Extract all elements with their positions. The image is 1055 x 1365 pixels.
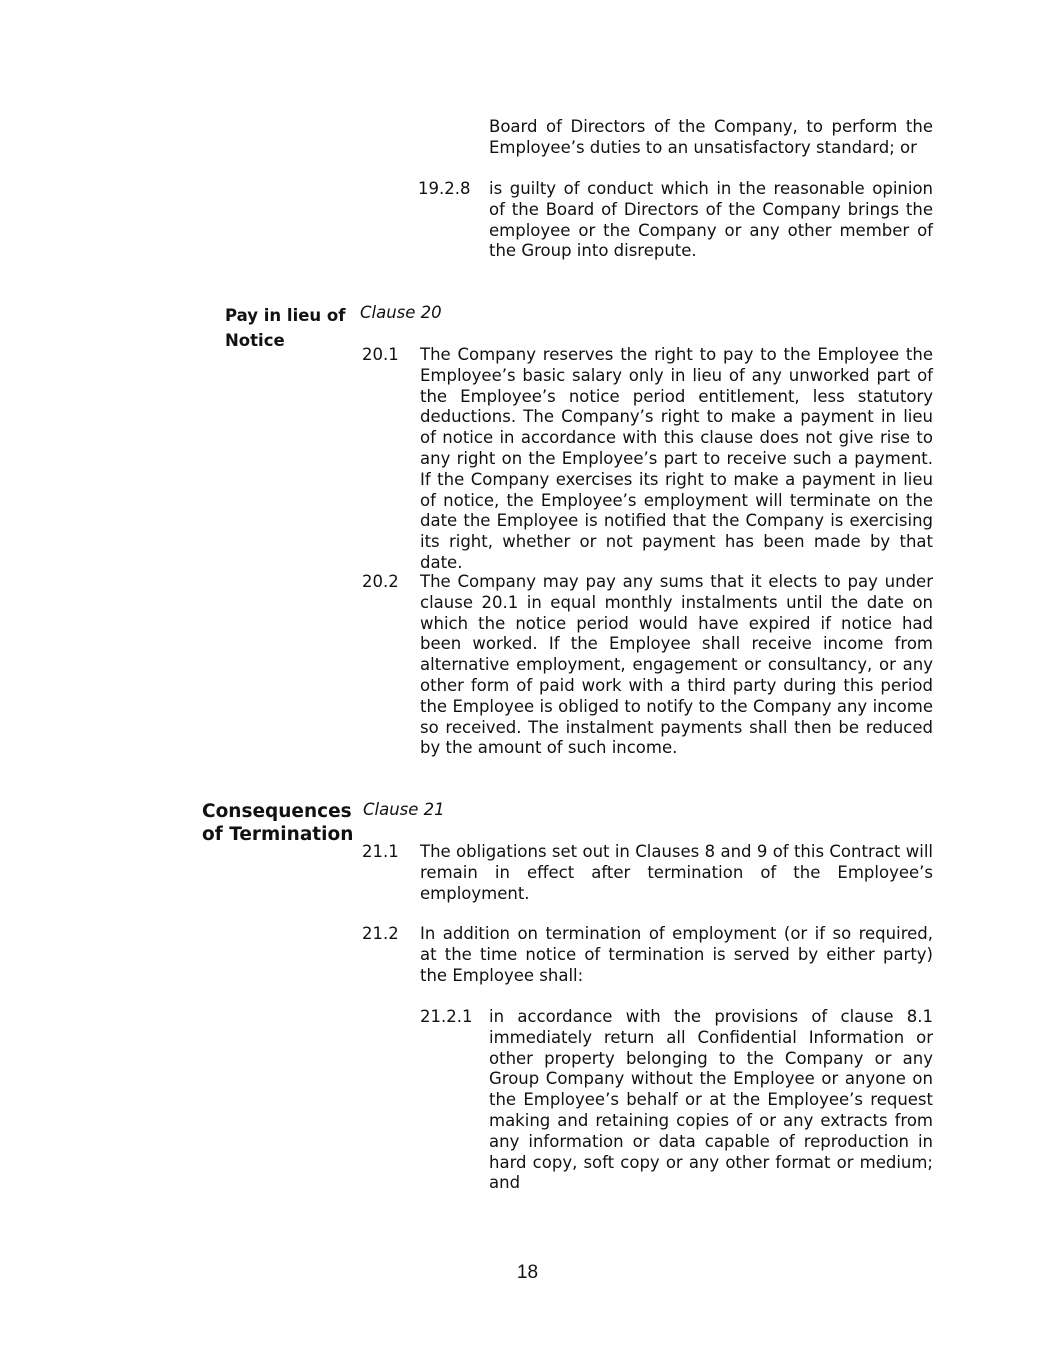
side-heading-line-1: Pay in lieu of [225, 306, 346, 325]
clause-19-2-7-continuation: Board of Directors of the Company, to perform the Employee’s duties to an unsatisfactory standard; or [489, 117, 933, 157]
clause-label-20: Clause 20 [360, 303, 442, 322]
clause-text-19-2-8: is guilty of conduct which in the reasonable opinion of the Board of Directors of the Company brings the employee or the Company or any other member of the Group into disrepute. [489, 179, 933, 261]
clause-number-19-2-8: 19.2.8 [418, 179, 471, 198]
side-heading-line-2: Notice [225, 331, 285, 350]
clause-number-21-1: 21.1 [362, 842, 399, 861]
side-heading-line-2: of Termination [202, 824, 354, 845]
clause-text-21-2: In addition on termination of employment (or if so required, at the time notice of termination is served by either party) the Employee shall: [420, 924, 933, 985]
clause-number-21-2-1: 21.2.1 [420, 1007, 473, 1026]
side-heading-line-1: Consequences [202, 801, 352, 822]
clause-text-21-2-1: in accordance with the provisions of clause 8.1 immediately return all Confidential Information or other property belonging to the Company or any Group Company without the Employee or anyone on the Employee’s behalf or at the Employee’s request making and retaining copies of or any extracts from any information or data capable of reproduction in hard copy, soft copy or any other format or medium; and [489, 1007, 933, 1193]
page-number: 18 [516, 1262, 539, 1283]
clause-number-21-2: 21.2 [362, 924, 399, 943]
side-heading-consequences [202, 800, 353, 846]
clause-text-20-2: The Company may pay any sums that it elects to pay under clause 20.1 in equal monthly instalments until the date on which the notice period would have expired if notice had been worked. If the Employee shall receive income from alternative employment, engagement or consultancy, or any other form of paid work with a third party during this period the Employee is obliged to notify to the Company any income so received. The instalment payments shall then be reduced by the amount of such income. [420, 572, 933, 758]
clause-number-20-2: 20.2 [362, 572, 399, 591]
clause-text-21-1: The obligations set out in Clauses 8 and 9 of this Contract will remain in effect after termination of the Employee’s employment. [420, 842, 933, 903]
clause-text-20-1: The Company reserves the right to pay to the Employee the Employee’s basic salary only in lieu of any unworked part of the Employee’s notice period entitlement, less statutory deductions. The Company’s right to make a payment in lieu of notice in accordance with this clause does not give rise to any right on the Employee’s part to receive such a payment. If the Company exercises its right to make a payment in lieu of notice, the Employee’s employment will terminate on the date the Employee is notified that the Company is exercising its right, whether or not payment has been made by that date. [420, 345, 933, 572]
clause-number-20-1: 20.1 [362, 345, 399, 364]
clause-label-21: Clause 21 [363, 800, 445, 819]
side-heading-pay-in-lieu [225, 303, 345, 353]
